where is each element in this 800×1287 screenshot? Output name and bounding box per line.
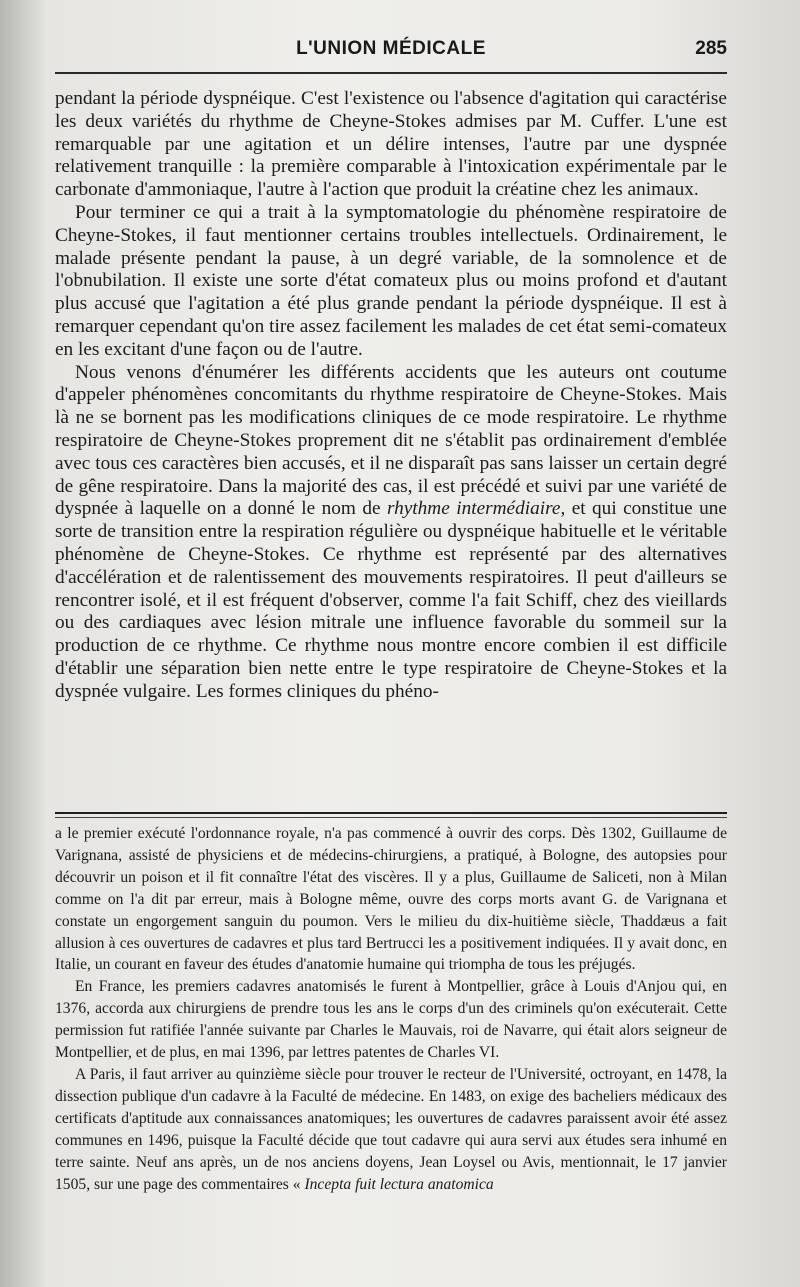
footnote-1: a le premier exécuté l'ordonnance royale, n'a pas commencé à ouvrir des corps. Dès 1302, Guillaume de Varignana, assisté de physiciens et de médecins-chirurgiens, a pratiqué, à Bologne, des autopsies pour découvrir un poison et il fit connaître l'état des viscères. Il y a plus, Guillaume de Saliceti, non à Milan comme on l'a dit par erreur, mais à Bologne même, ouvre des corps morts avant G. de Varignana et constate un engorgement sanguin du poumon. Vers le milieu du dix-huitième siècle, Thaddæus a fait allusion à ces ouvertures de cadavres et plus tard Bertrucci les a positivement indiquées. Il y avait donc, en Italie, un courant en faveur des études d'anatomie humaine qui triompha de tous les préjugés.: [55, 825, 727, 974]
footnote-rule: [55, 812, 727, 814]
footnote-3-start: A Paris, il faut arriver au quinzième siècle pour trouver le recteur de l'Université, octroyant, en 1478, la dissection publique d'un cadavre à la Faculté de médecine. En 1483, on exige des bacheliers médicaux des certificats d'aptitude aux connaissances anatomiques; les ouvertures de cadavres paraissent avoir été assez communes en 1496, puisque la Faculté décide que tout cadavre qui aura servi aux études sera inhumé en terre sainte. Neuf ans après, un de nos anciens doyens, Jean Loysel ou Avis, mentionnait, le 17 janvier 1505, sur une page des commentaires «: [55, 1065, 727, 1193]
footnote-2: En France, les premiers cadavres anatomisés le furent à Montpellier, grâce à Louis d'Anjou qui, en 1376, accorda aux chirurgiens de prendre tous les ans le corps d'un des criminels qu'on exécuterait. Cette permission fut ratifiée l'année suivante par Charles le Mauvais, roi de Navarre, qui était alors seigneur de Montpellier, et de plus, en mai 1396, par lettres patentes de Charles VI.: [55, 978, 727, 1062]
paragraph-3-end: , et qui constitue une sorte de transition entre la respiration régulière ou dyspnéique habituelle et le véritable phénomène de Cheyne-Stokes. Ce rhythme est représenté par des alternatives d'accélération et de ralentissement des mouvements respiratoires. Il peut d'ailleurs se rencontrer isolé, et il est fréquent d'observer, comme l'a fait Schiff, chez des vieillards ou des cardiaques avec lésion mitrale une influence favorable du sommeil sur la production de ce rhythme. Ce rhythme nous montre encore combien il est difficile d'établir une séparation bien nette entre le type respiratoire de Cheyne-Stokes et la dyspnée vulgaire. Les formes cliniques du phéno-: [55, 498, 727, 702]
footnotes: [55, 823, 727, 1195]
italic-term: rhythme intermédiaire: [386, 498, 561, 520]
paragraph-1: pendant la période dyspnéique. C'est l'existence ou l'absence d'agitation qui caractérise les deux variétés du rhythme de Cheyne-Stokes admises par M. Cuffer. L'une est remarquable par une agitation et un délire intenses, l'autre par une dyspnée relativement tranquille : la première comparable à l'intoxication expérimentale par le carbonate d'ammoniaque, l'autre à l'action que produit la créatine chez les animaux.: [55, 88, 727, 201]
footnote-rule-thin: [55, 817, 727, 818]
paragraph-3: [55, 362, 727, 704]
paragraph-2: Pour terminer ce qui a trait à la symptomatologie du phénomène respiratoire de Cheyne-Stokes, il faut mentionner certains troubles intellectuels. Ordinairement, le malade présente pendant la pause, à un degré variable, de la somnolence et de l'obnubilation. Il existe une sorte d'état comateux plus ou moins profond et d'autant plus accusé que l'agitation a été plus grande pendant la période dyspnéique. Il est à remarquer cependant qu'on tire assez facilement les malades de cet état semi-comateux en les excitant d'une façon ou de l'autre.: [55, 201, 727, 360]
page-number: 285: [695, 38, 727, 59]
page-header: [55, 34, 727, 64]
footnote-3: [55, 1064, 727, 1195]
running-title: L'UNION MÉDICALE: [296, 38, 486, 59]
footnote-3-italic: Incepta fuit lectura anatomica: [304, 1175, 494, 1193]
main-text: [55, 88, 727, 704]
paragraph-3-start: Nous venons d'énumérer les différents accidents que les auteurs ont coutume d'appeler phénomènes concomitants du rhythme respiratoire de Cheyne-Stokes. Mais là ne se bornent pas les modifications cliniques de ce mode respiratoire. Le rhythme respiratoire de Cheyne-Stokes proprement dit ne s'établit pas ordinairement d'emblée avec tous ces caractères bien accusés, et il ne disparaît pas sans laisser un certain degré de gêne respiratoire. Dans la majorité des cas, il est précédé et suivi par une variété de dyspnée à laquelle on a donné le nom de: [55, 361, 727, 520]
header-rule: [55, 72, 727, 74]
